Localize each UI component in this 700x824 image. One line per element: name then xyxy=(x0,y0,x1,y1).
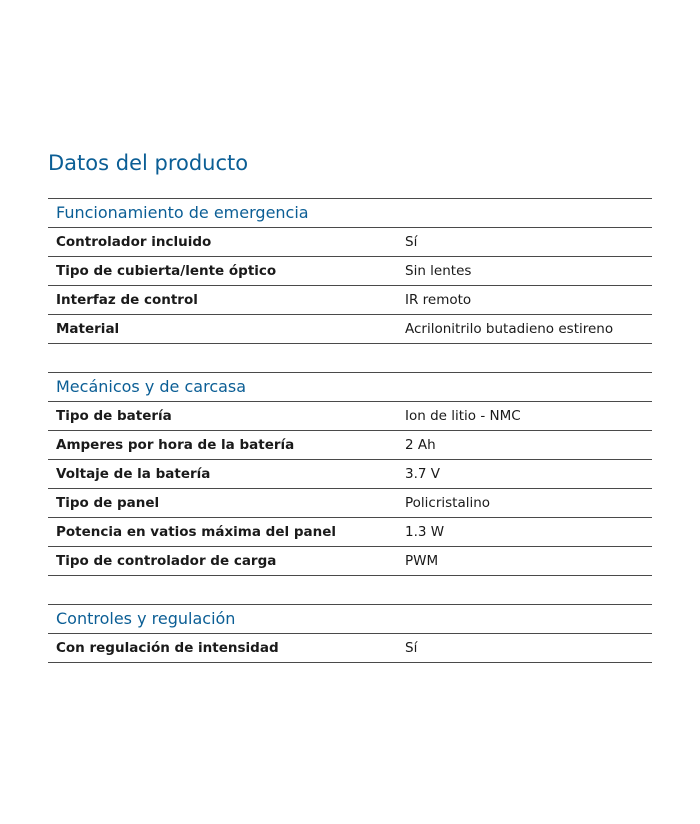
row-label: Interfaz de control xyxy=(56,292,198,308)
row-value: PWM xyxy=(405,553,439,569)
product-data-sheet xyxy=(48,148,652,663)
row-value: Sí xyxy=(405,234,418,250)
page-title: Datos del producto xyxy=(48,151,249,175)
row-value: 3.7 V xyxy=(405,466,440,482)
section-emergency-operation xyxy=(48,198,652,344)
row-label: Amperes por hora de la batería xyxy=(56,437,295,453)
table-row xyxy=(48,489,652,518)
table-row xyxy=(48,228,652,257)
table-row xyxy=(48,460,652,489)
row-label: Tipo de controlador de carga xyxy=(56,553,277,569)
table-row xyxy=(48,286,652,315)
row-value: Sí xyxy=(405,640,418,656)
table-row xyxy=(48,257,652,286)
row-value: Acrilonitrilo butadieno estireno xyxy=(405,321,614,337)
row-label: Con regulación de intensidad xyxy=(56,640,279,656)
row-label: Tipo de batería xyxy=(56,408,172,424)
section-header: Controles y regulación xyxy=(48,605,652,634)
section-mechanical-housing xyxy=(48,372,652,576)
row-value: Ion de litio - NMC xyxy=(405,408,521,424)
table-row xyxy=(48,402,652,431)
row-label: Tipo de cubierta/lente óptico xyxy=(56,263,277,279)
row-label: Voltaje de la batería xyxy=(56,466,211,482)
row-value: 2 Ah xyxy=(405,437,436,453)
row-value: IR remoto xyxy=(405,292,472,308)
section-controls-dimming xyxy=(48,604,652,663)
row-value: 1.3 W xyxy=(405,524,445,540)
row-label: Material xyxy=(56,321,120,337)
section-header: Mecánicos y de carcasa xyxy=(48,373,652,402)
table-row xyxy=(48,518,652,547)
row-value: Policristalino xyxy=(405,495,491,511)
section-header: Funcionamiento de emergencia xyxy=(48,199,652,228)
table-row xyxy=(48,547,652,576)
row-label: Tipo de panel xyxy=(56,495,160,511)
table-row xyxy=(48,634,652,663)
table-row xyxy=(48,315,652,344)
row-label: Potencia en vatios máxima del panel xyxy=(56,524,336,540)
row-value: Sin lentes xyxy=(405,263,472,279)
row-label: Controlador incluido xyxy=(56,234,212,250)
table-row xyxy=(48,431,652,460)
